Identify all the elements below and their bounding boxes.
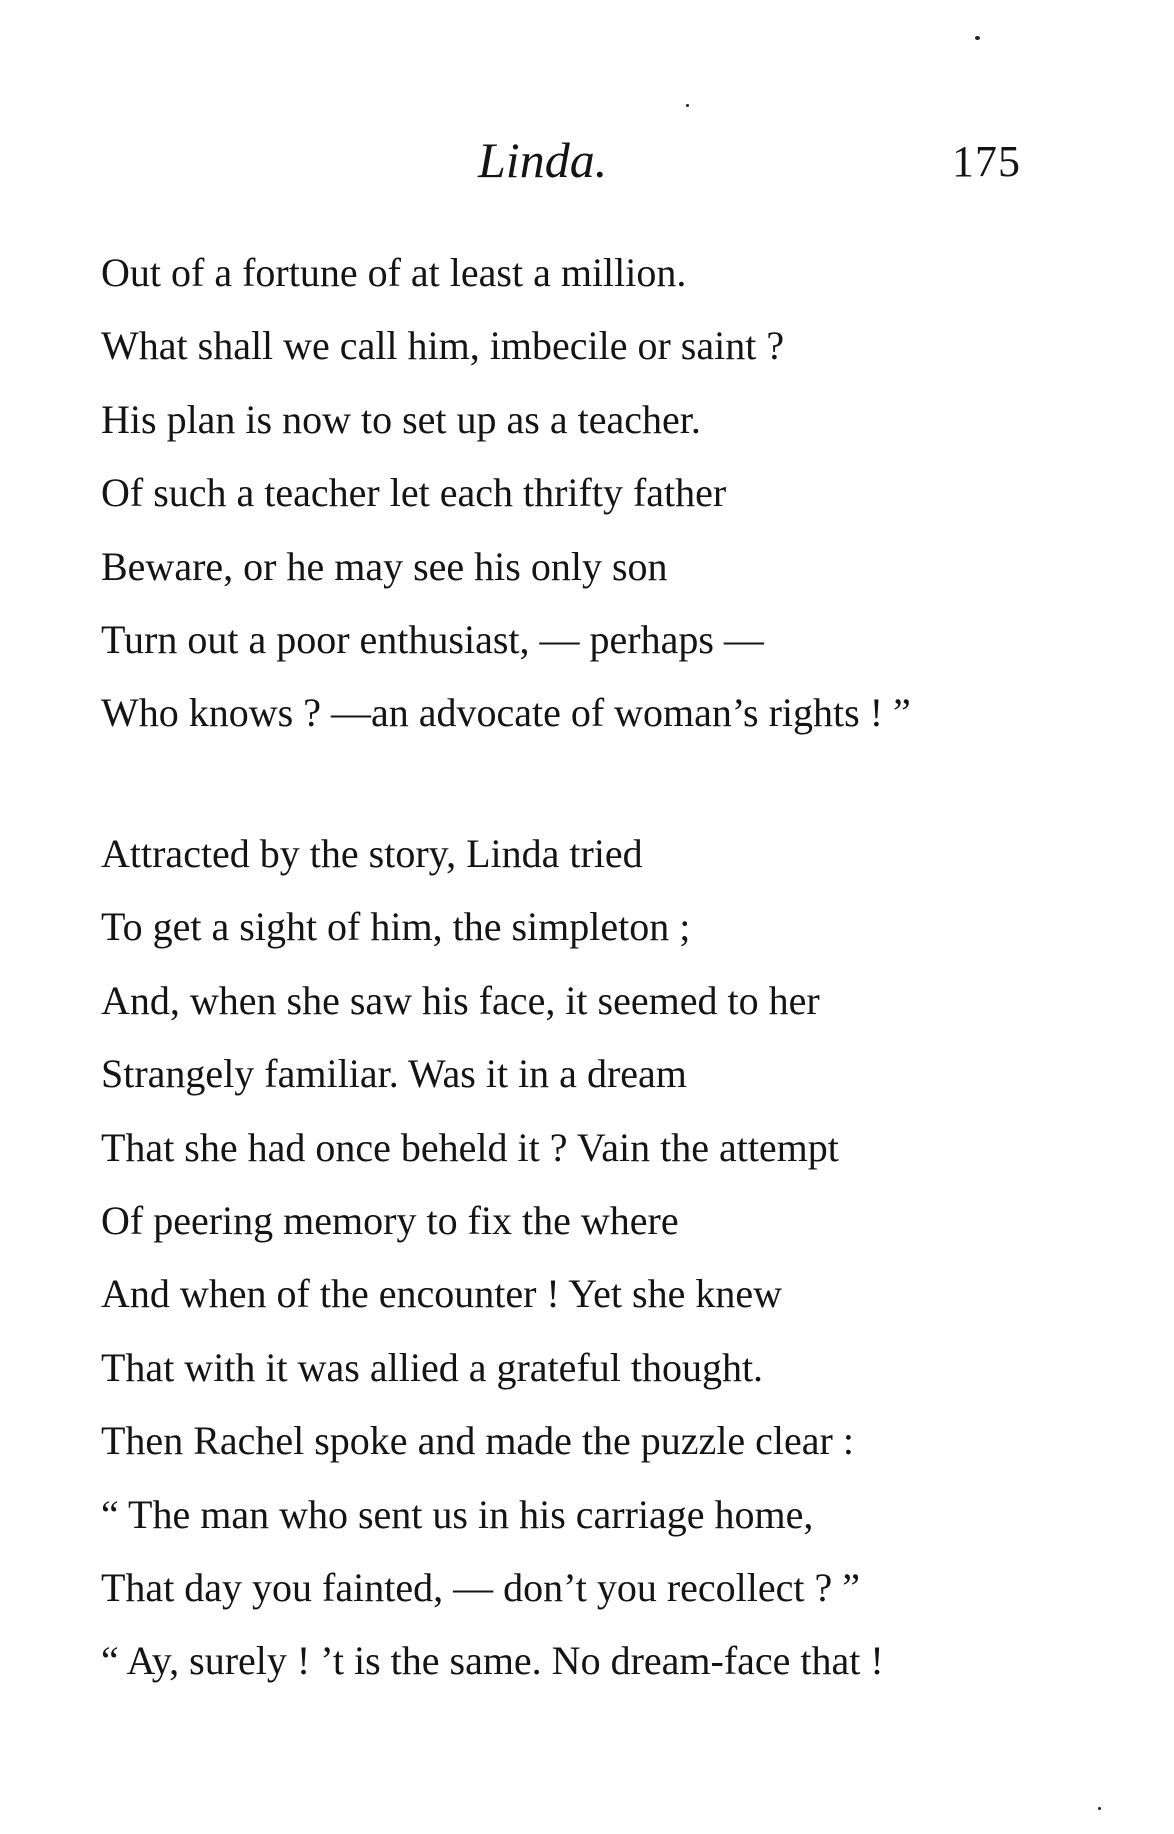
poem-line: To get a sight of him, the simpleton ; [101, 904, 691, 950]
running-header-title: Linda. [478, 132, 608, 188]
poem-line: That day you fainted, — don’t you recollect ? ” [101, 1564, 861, 1610]
poem-line: Then Rachel spoke and made the puzzle clear : [101, 1418, 854, 1464]
poem-line: Of such a teacher let each thrifty father [101, 470, 727, 516]
poem-line: Of peering memory to fix the where [101, 1197, 679, 1243]
page-number: 175 [952, 137, 1021, 186]
poem-line: And when of the encounter ! Yet she knew [101, 1271, 782, 1317]
poem-stanza-1 [101, 246, 1101, 760]
poem-line: That she had once beheld it ? Vain the attempt [101, 1124, 839, 1170]
ink-speck [1098, 1807, 1101, 1810]
poem-line: His plan is now to set up as a teacher. [101, 396, 701, 442]
poem-line: Who knows ? —an advocate of woman’s rights ! ” [101, 690, 911, 736]
poem-line: “ Ay, surely ! ’t is the same. No dream-face that ! [101, 1638, 884, 1684]
poem-line: What shall we call him, imbecile or saint ? [101, 323, 785, 369]
poem-line: Strangely familiar. Was it in a dream [101, 1051, 687, 1097]
poem-line: “ The man who sent us in his carriage home, [101, 1491, 814, 1537]
ink-speck [686, 104, 689, 107]
poem-line: Beware, or he may see his only son [101, 543, 668, 589]
poem-line: Attracted by the story, Linda tried [101, 831, 643, 876]
poem-line: That with it was allied a grateful thought. [101, 1344, 764, 1390]
ink-speck [975, 36, 980, 40]
poem-line: Turn out a poor enthusiast, — perhaps — [101, 616, 764, 662]
poem-line: And, when she saw his face, it seemed to her [101, 977, 820, 1023]
poem-line: Out of a fortune of at least a million. [101, 250, 687, 295]
poem-stanza-2 [101, 827, 1101, 1708]
